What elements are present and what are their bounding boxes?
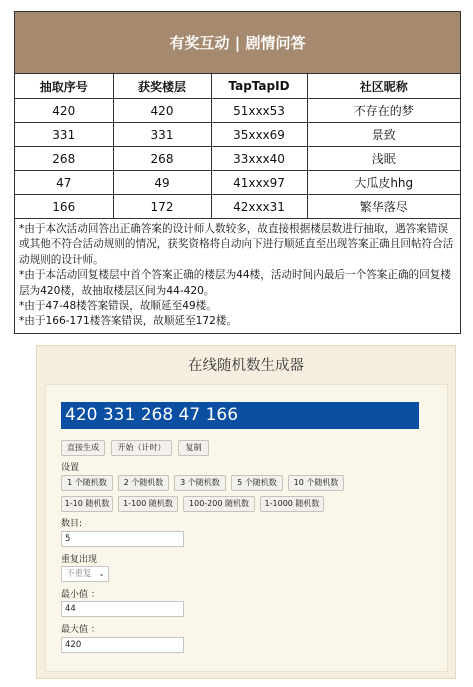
random-number-generator — [36, 345, 456, 679]
header-taptap-id: TapTapID — [211, 74, 307, 99]
cell-nickname: 景致 — [307, 123, 460, 147]
min-label: 最小值 ： — [61, 590, 100, 600]
table-row — [15, 195, 460, 219]
cell-nickname: 不存在的梦 — [307, 99, 460, 123]
cell-nickname: 浅眠 — [307, 147, 460, 171]
preset-5-numbers-button[interactable]: 5 个随机数 — [231, 475, 283, 491]
note-item: *由于本活动回复楼层中首个答案正确的楼层为44楼，活动时间内最后一个答案正确的回复楼层为420楼，故抽取楼层区间为44-420。 — [19, 269, 451, 297]
generator-form — [45, 384, 448, 672]
direct-generate-button[interactable]: 直接生成 — [61, 440, 105, 456]
repeat-label: 重复出现 — [61, 555, 98, 565]
preset-2-numbers-button[interactable]: 2 个随机数 — [118, 475, 169, 491]
cell-nickname: 繁华落尽 — [307, 195, 460, 219]
winners-grid — [15, 74, 460, 219]
table-row — [15, 99, 460, 123]
cell-draw-number: 268 — [15, 147, 113, 171]
preset-range-1-100-button[interactable]: 1-100 随机数 — [118, 496, 178, 512]
cell-draw-number: 166 — [15, 195, 113, 219]
start-timed-button[interactable]: 开始（计时） — [111, 440, 172, 456]
max-label: 最大值 ： — [61, 625, 100, 635]
preset-3-numbers-button[interactable]: 3 个随机数 — [174, 475, 226, 491]
cell-floor: 172 — [113, 195, 211, 219]
preset-10-numbers-button[interactable]: 10 个随机数 — [288, 475, 344, 491]
repeat-select[interactable] — [61, 566, 109, 582]
note-item: *由于本次活动回答出正确答案的设计师人数较多，故直接根据楼层数进行抽取，遇答案错误或其他不符合活动规则的情况，获奖资格将自动向下进行顺延直至出现答案正确且回帖符合活动规则的设计师。 — [19, 223, 454, 266]
cell-floor: 420 — [113, 99, 211, 123]
rules-notes — [15, 219, 460, 333]
repeat-select-value: 不重复 — [66, 569, 92, 579]
count-input[interactable]: 5 — [61, 531, 184, 547]
result-display: 420 331 268 47 166 — [61, 402, 419, 429]
generator-title: 在线随机数生成器 — [188, 358, 304, 374]
cell-taptap-id: 42xxx31 — [211, 195, 307, 219]
table-title: 有奖互动 | 剧情问答 — [15, 12, 460, 74]
header-nickname: 社区昵称 — [307, 74, 460, 99]
cell-floor: 268 — [113, 147, 211, 171]
note-item: *由于166-171楼答案错误，故顺延至172楼。 — [19, 315, 238, 328]
header-draw-number: 抽取序号 — [15, 74, 113, 99]
cell-taptap-id: 33xxx40 — [211, 147, 307, 171]
min-value-input[interactable]: 44 — [61, 601, 184, 617]
table-row — [15, 171, 460, 195]
cell-taptap-id: 41xxx97 — [211, 171, 307, 195]
header-floor: 获奖楼层 — [113, 74, 211, 99]
cell-taptap-id: 51xxx53 — [211, 99, 307, 123]
max-value-input[interactable]: 420 — [61, 637, 184, 653]
cell-draw-number: 420 — [15, 99, 113, 123]
count-label: 数目: — [61, 519, 83, 529]
preset-1-number-button[interactable]: 1 个随机数 — [61, 475, 113, 491]
preset-range-1-10-button[interactable]: 1-10 随机数 — [61, 496, 113, 512]
settings-label: 设置 — [61, 463, 80, 473]
cell-floor: 331 — [113, 123, 211, 147]
preset-range-100-200-button[interactable]: 100-200 随机数 — [183, 496, 255, 512]
preset-range-1-1000-button[interactable]: 1-1000 随机数 — [260, 496, 324, 512]
table-row — [15, 123, 460, 147]
cell-nickname: 大瓜皮hhg — [307, 171, 460, 195]
cell-floor: 49 — [113, 171, 211, 195]
copy-button[interactable]: 复制 — [178, 440, 209, 456]
note-item: *由于47-48楼答案错误，故顺延至49楼。 — [19, 300, 217, 313]
chevron-down-icon: ⌄ — [98, 569, 105, 578]
winners-table — [14, 11, 461, 334]
table-header-row — [15, 74, 460, 99]
cell-draw-number: 331 — [15, 123, 113, 147]
cell-taptap-id: 35xxx69 — [211, 123, 307, 147]
table-row — [15, 147, 460, 171]
cell-draw-number: 47 — [15, 171, 113, 195]
